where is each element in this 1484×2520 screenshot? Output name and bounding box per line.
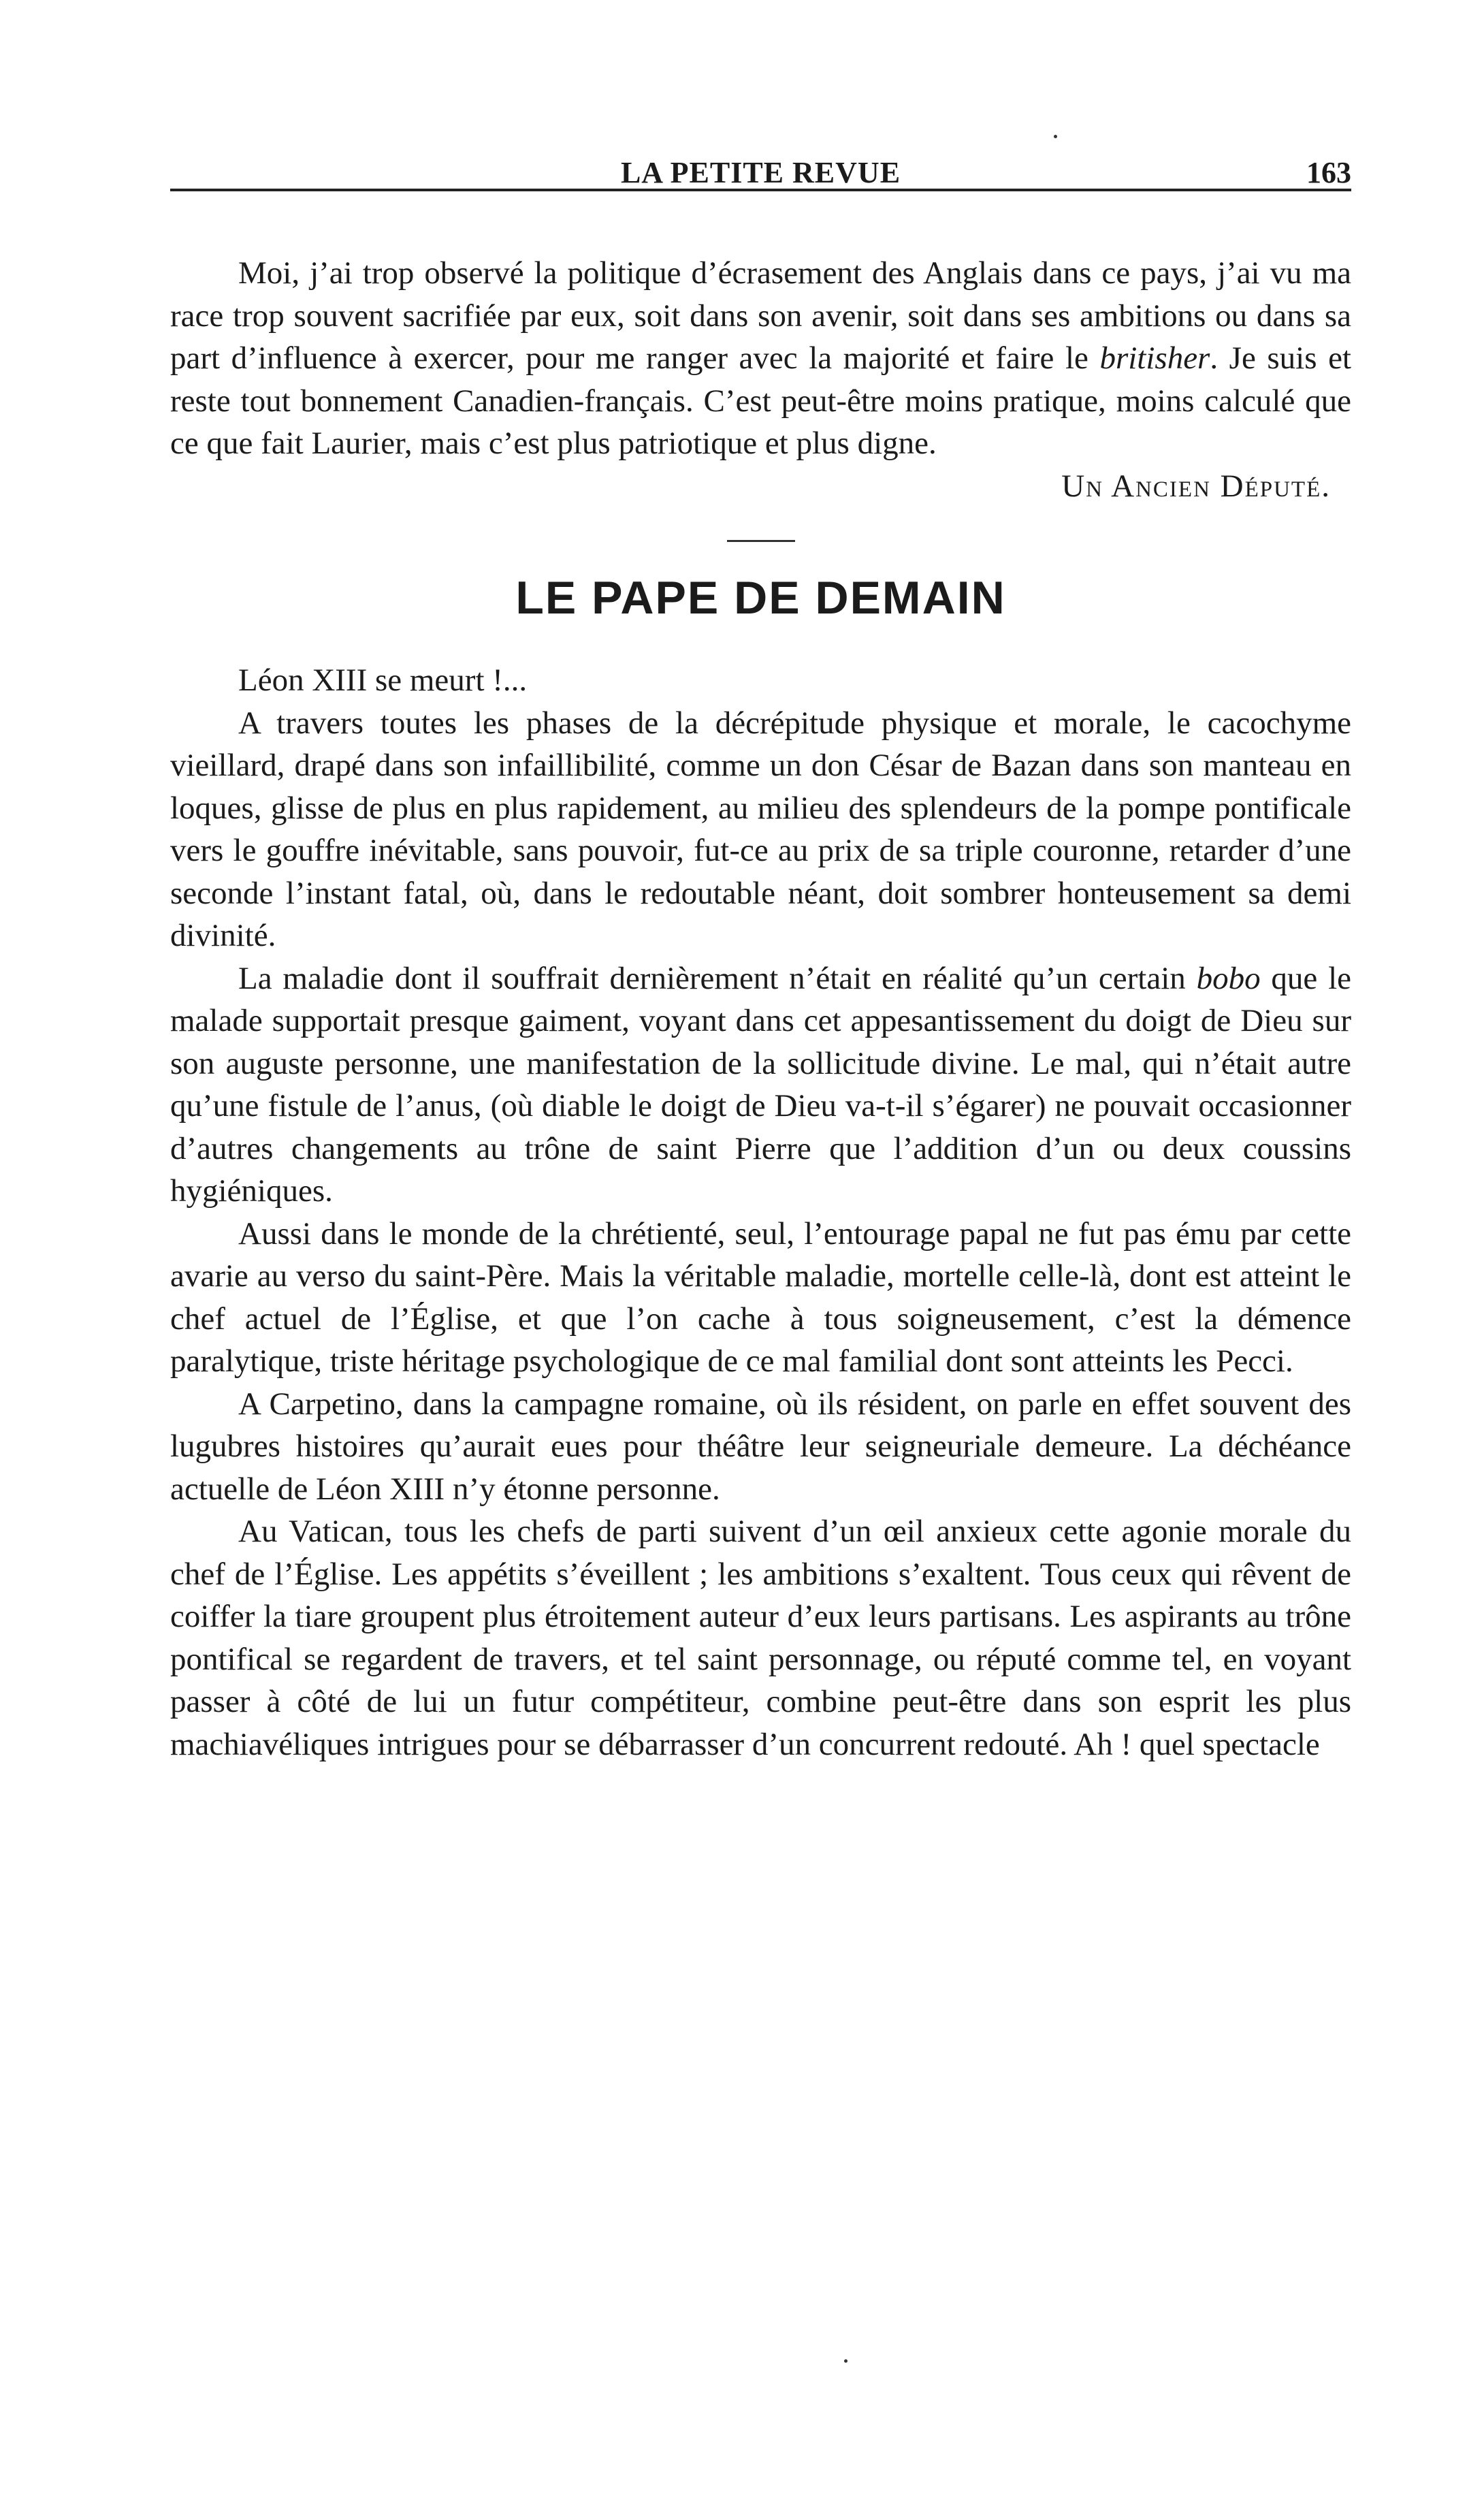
section-divider <box>727 540 795 542</box>
article-paragraph-4: Aussi dans le monde de la chrétienté, seul, l’entourage papal ne fut pas ému par cette avarie au verso du saint-Père. Mais la véritable maladie, mortelle celle-là, dont est atteint le chef actuel de l’Église, et que l’on cache à tous soigneusement, c’est la démence paralytique, triste héritage psychologique de ce mal familial dont sont atteints les Pecci. <box>170 1215 1351 1379</box>
article-paragraph-1: Léon XIII se meurt !... <box>238 663 528 698</box>
article-paragraph-5: A Carpetino, dans la campagne romaine, où ils résident, on parle en effet souvent des lugubres histoires qu’aurait eues pour théâtre leur seigneuriale demeure. La déchéance actuelle de Léon XIII n’y étonne personne. <box>170 1386 1351 1507</box>
page-header <box>170 155 1351 203</box>
article-paragraph-3-text-2: que le malade supportait presque gaiment, voyant dans cet appesantissement du doigt de Dieu sur son auguste personne, une manifestation de la sollicitude divine. Le mal, qui n’était autre qu’une fistule de l’anus, (où diable le doigt de Dieu va-t-il s’égarer) ne pouvait occasionner d’autres changements au trône de saint Pierre que l’addition d’un ou deux coussins hygiéniques. <box>170 960 1351 1209</box>
previous-article-text-2: . Je suis et reste tout bonnement Canadien-français. C’est peut-être moins pratique, moins calculé que ce que fait Laurier, mais c’est plus patriotique et plus digne. <box>170 340 1351 461</box>
running-head: LA PETITE REVUE <box>620 156 901 189</box>
header-rule <box>170 189 1351 191</box>
page-number: 163 <box>1306 156 1351 189</box>
article-paragraph-2: A travers toutes les phases de la décrépitude physique et morale, le cacochyme vieillard, drapé dans son infaillibilité, comme un don César de Bazan dans son manteau en loques, glisse de plus en plus rapidement, au milieu des splendeurs de la pompe pontificale vers le gouffre inévitable, sans pouvoir, fut-ce au prix de sa triple couronne, retarder d’une seconde l’instant fatal, où, dans le redoutable néant, doit sombrer honteusement sa demi divinité. <box>170 705 1351 953</box>
article-paragraph-3 <box>170 957 1351 1213</box>
bottom-speck <box>844 2359 848 2363</box>
article-paragraph-6: Au Vatican, tous les chefs de parti suivent d’un œil anxieux cette agonie morale du chef de l’Église. Les appétits s’éveillent ; les ambitions s’exaltent. Tous ceux qui rêvent de coiffer la tiare groupent plus étroitement auteur d’eux leurs partisans. Les aspirants au trône pontifical se regardent de travers, et tel saint personnage, ou réputé comme tel, en voyant passer à côté de lui un futur compétiteur, combine peut-être dans son esprit les plus machiavéliques intrigues pour se débarrasser d’un concurrent redouté. Ah ! quel spectacle <box>170 1514 1351 1762</box>
previous-article-text-1: Moi, j’ai trop observé la politique d’écrasement des Anglais dans ce pays, j’ai vu ma race trop souvent sacrifiée par eux, soit dans son avenir, soit dans ses ambitions ou dans sa part d’influence à exercer, pour me ranger avec la majorité et faire le <box>170 255 1351 376</box>
article-paragraph-3-italic-term: bobo <box>1196 960 1261 996</box>
article-paragraph-3-text-1: La maladie dont il souffrait dernièrement n’était en réalité qu’un certain <box>238 960 1197 996</box>
article-title: LE PAPE DE DEMAIN <box>515 572 1006 624</box>
author-signature: Un Ancien Député. <box>1061 468 1331 504</box>
previous-article-italic-term: britisher <box>1099 340 1210 376</box>
page-content <box>170 252 1351 1766</box>
top-speck <box>1054 135 1057 138</box>
previous-article-paragraph <box>170 252 1351 465</box>
